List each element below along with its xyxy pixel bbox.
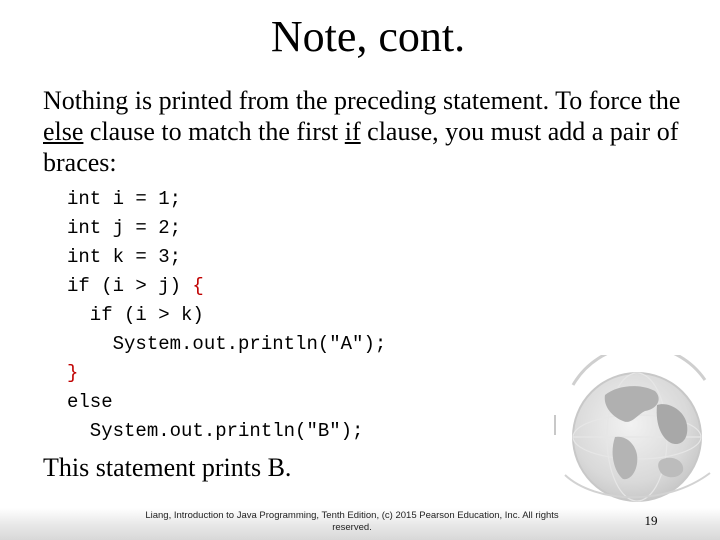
keyword-else: else: [43, 117, 84, 146]
intro-text-1: Nothing is printed from the preceding statement. To force the: [43, 86, 681, 115]
code-line: if (i > k): [67, 304, 204, 326]
code-line: int k = 3;: [67, 246, 182, 268]
intro-paragraph: [43, 85, 703, 178]
code-block: [67, 185, 386, 446]
code-line: System.out.println("B");: [67, 420, 364, 442]
intro-text-2: clause to match the first: [83, 117, 345, 146]
code-line: int j = 2;: [67, 217, 182, 239]
footer-citation: Liang, Introduction to Java Programming, Tenth Edition, (c) 2015 Pearson Education, Inc. All rights reserved.: [145, 510, 559, 533]
globe-icon: [545, 355, 720, 510]
code-line: else: [67, 391, 113, 413]
close-brace: }: [67, 362, 79, 384]
result-text: This statement prints B.: [43, 453, 292, 482]
code-line: System.out.println("A");: [67, 333, 387, 355]
page-number: 19: [644, 513, 658, 528]
keyword-if: if: [344, 117, 361, 146]
open-brace: {: [192, 275, 204, 297]
slide-title: Note, cont.: [270, 12, 466, 61]
code-line: int i = 1;: [67, 188, 182, 210]
code-line: if (i > j): [67, 275, 193, 297]
intro-text-3: clause, you must add a pair of braces:: [43, 117, 679, 177]
